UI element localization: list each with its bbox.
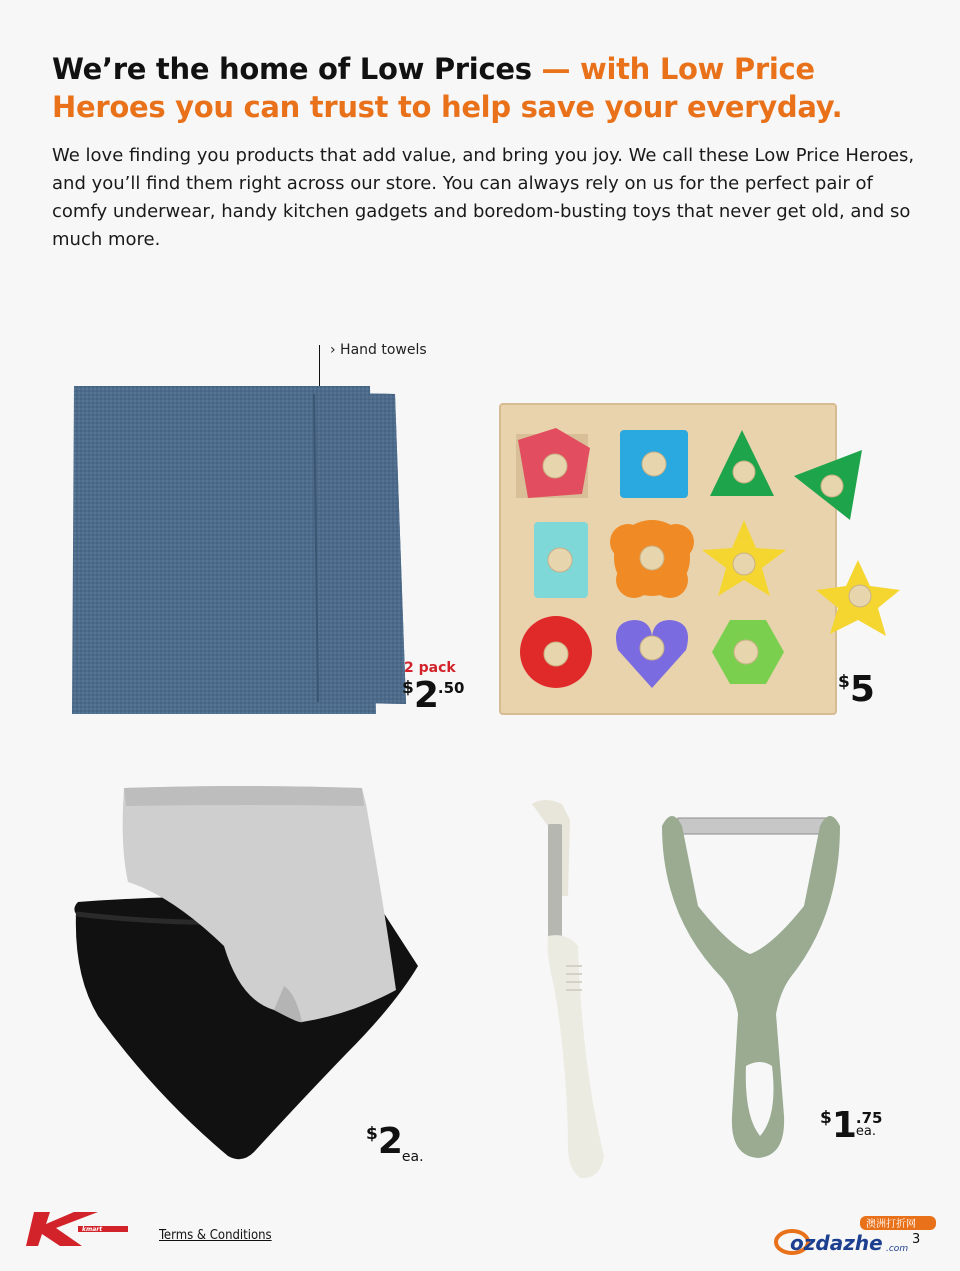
peelers-image[interactable] (522, 796, 842, 1182)
briefs-price-dollars: 2 (377, 1121, 402, 1162)
puzzle-price (838, 669, 874, 710)
peelers-price (820, 1105, 883, 1146)
peelers-price-unit: ea. (855, 1124, 877, 1139)
briefs-image[interactable] (64, 786, 424, 1166)
towels-price-dollars: 2 (413, 675, 438, 716)
hand-towels-callout[interactable]: › Hand towels (330, 342, 427, 358)
towels-price-currency: $ (402, 678, 414, 698)
briefs-price-currency: $ (366, 1124, 378, 1144)
watermark-badge: 澳洲打折网 (866, 1219, 916, 1230)
page-number: 3 (912, 1232, 921, 1247)
headline-orange: — with Low Price Heroes you can trust to help save your everyday. (52, 52, 843, 124)
puzzle-price-dollars: 5 (849, 669, 874, 710)
kmart-logo-text: kmart (82, 1226, 103, 1233)
hand-towels-image[interactable] (70, 384, 410, 716)
towels-pack-label: 2 pack (404, 660, 456, 676)
puzzle-price-currency: $ (838, 672, 850, 692)
terms-and-conditions-link[interactable]: Terms & Conditions (159, 1228, 272, 1243)
peelers-price-dollars: 1 (831, 1105, 856, 1146)
briefs-price-unit: ea. (401, 1149, 424, 1165)
headline-dark: We’re the home of Low Prices (52, 52, 532, 86)
watermark-text: ozdazhe (790, 1231, 883, 1255)
page-headline (52, 50, 932, 126)
towels-price (402, 675, 465, 716)
intro-paragraph: We love finding you products that add value, and bring you joy. We call these Low Price Heroes, and you’ll find them right across our store. You can always rely on us for the perfect pair of comfy underwear, handy kitchen gadgets and boredom-busting toys that never get old, and so much more. (52, 145, 915, 250)
peelers-price-cents: .75 (855, 1109, 883, 1127)
briefs-price (366, 1121, 424, 1165)
kmart-logo[interactable] (26, 1210, 130, 1248)
watermark-suffix: .com (886, 1244, 909, 1254)
peelers-price-currency: $ (820, 1108, 832, 1128)
towels-price-cents: .50 (437, 679, 465, 697)
